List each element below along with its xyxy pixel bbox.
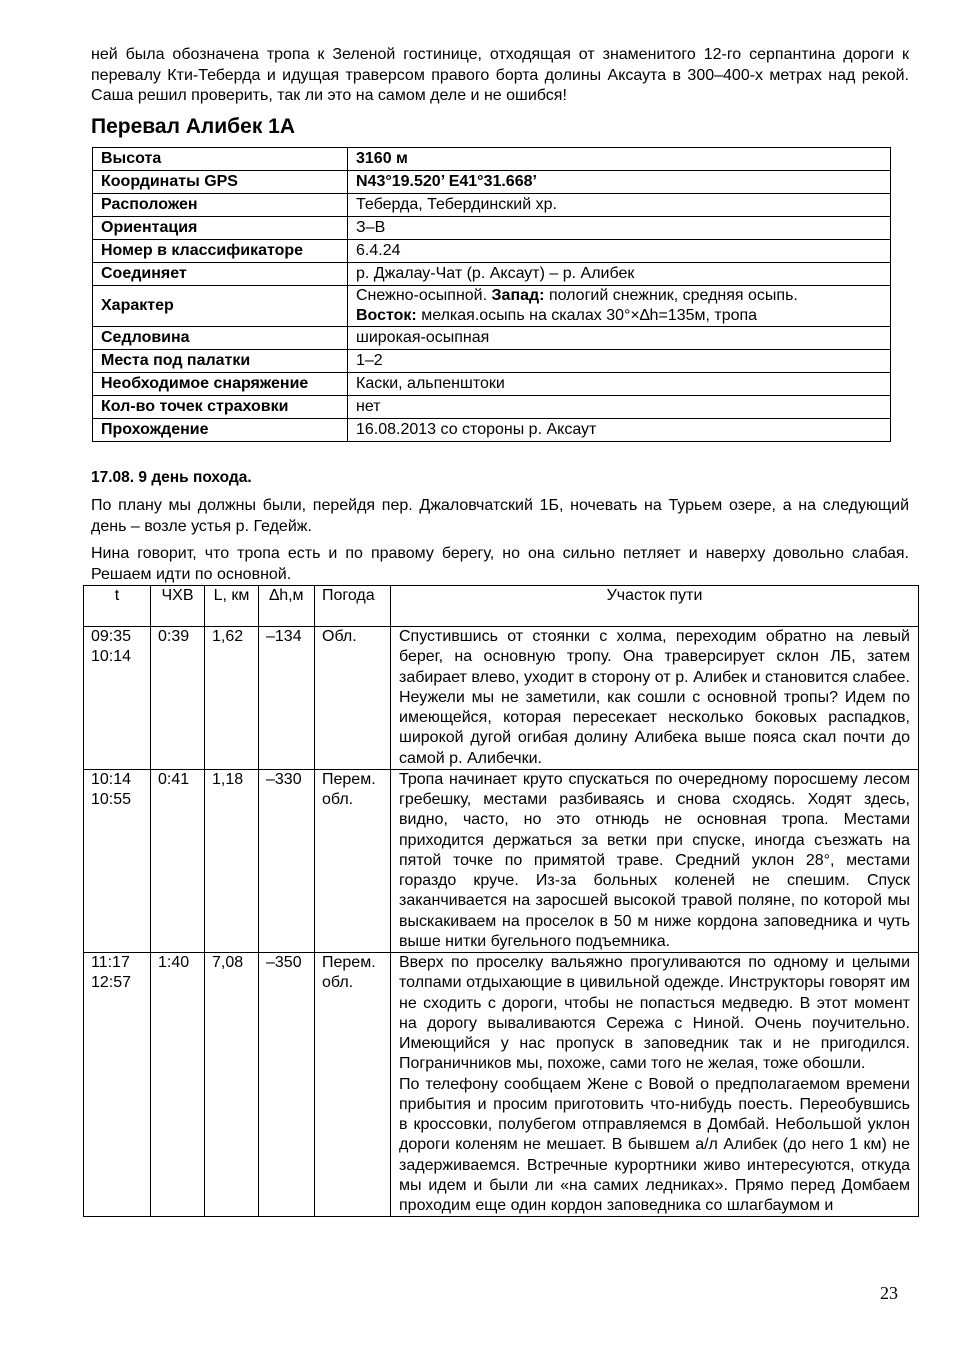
log-chv: 0:41 — [151, 769, 205, 952]
info-value: Теберда, Тебердинский хр. — [348, 194, 891, 217]
info-row-character — [93, 286, 891, 327]
log-distance: 1,62 — [205, 627, 259, 770]
info-value: нет — [348, 396, 891, 419]
info-label: Характер — [93, 286, 348, 327]
intro-paragraph: ней была обозначена тропа к Зеленой гостинице, отходящая от знаменитого 12-го серпантина дороги к перевалу Кти-Теберда и идущая траверсом правого борта долины Аксаута в 300–400-х метрах над рекой. Саша решил проверить, так ли это на самом деле и не ошибся! — [91, 46, 909, 104]
log-chv: 0:39 — [151, 627, 205, 770]
time-start: 10:14 — [91, 770, 132, 788]
info-value: N43°19.520’ E41°31.668’ — [348, 171, 891, 194]
info-label: Ориентация — [93, 217, 348, 240]
character-west-text: пологий снежник, средняя осыпь. — [548, 287, 798, 304]
log-elevation: –350 — [259, 953, 315, 1217]
page-number: 23 — [880, 1283, 898, 1303]
header-elevation: ∆h,м — [259, 586, 315, 627]
info-label: Высота — [93, 148, 348, 171]
log-row — [84, 769, 919, 952]
time-start: 09:35 — [91, 628, 132, 645]
character-line-2 — [356, 306, 882, 326]
info-row-passage — [93, 419, 891, 442]
log-chv: 1:40 — [151, 953, 205, 1217]
log-header-row — [84, 586, 919, 627]
info-label: Прохождение — [93, 419, 348, 442]
info-row-saddle — [93, 327, 891, 350]
info-value: 3160 м — [348, 148, 891, 171]
character-text: Снежно-осыпной. — [356, 287, 488, 304]
info-label: Места под палатки — [93, 350, 348, 373]
log-description-part2: По телефону сообщаем Жене с Вовой о предполагаемом времени прибытия и просим приготовить что-нибудь поесть. Переобувшись в кроссовки, полубегом отправляемся в Домбай. Небольшой уклон дороги коленям не мешает. В бывшем а/л Алибек (до него 1 км) не задерживаемся. Встречные курортники живо интересуются, откуда мы идем и были ли «на самих ледниках». Прямо перед Домбаем проходим еще один кордон заповедника со шлагбаумом и — [399, 1075, 910, 1214]
pass-info-table — [92, 147, 891, 442]
route-log-table — [83, 585, 919, 1217]
info-value-character — [348, 286, 891, 327]
character-east-label: Восток: — [356, 307, 417, 324]
character-east-text: мелкая.осыпь на скалах 30°×∆h=135м, тропа — [421, 307, 758, 324]
log-description-part1: Вверх по проселку вальяжно прогуливаются по одному и целыми толпами отдыхающие в цивильной одежде. Инструкторы говорят им не сходить с дороги, чтобы не попасться медведю. В этот момент на дорогу вываливаются Сережа с Ниной. Очень поучительно. Имеющийся у нас пропуск в заповедник так и не пригодился. Пограничников мы, похоже, сами того не желая, тоже обошли. — [399, 954, 910, 1073]
info-row-classifier — [93, 240, 891, 263]
log-description — [391, 953, 919, 1217]
info-value: р. Джалау-Чат (р. Аксаут) – р. Алибек — [348, 263, 891, 286]
info-row-belay-points — [93, 396, 891, 419]
info-value: З–В — [348, 217, 891, 240]
log-weather: Перем. обл. — [315, 953, 391, 1217]
info-label: Номер в классификаторе — [93, 240, 348, 263]
time-start: 11:17 — [91, 954, 130, 971]
log-description: Спустившись от стоянки с холма, переходим обратно на левый берег, на основную тропу. Она траверсирует склон ЛБ, затем забирает влево, уходит в сторону от р. Алибек и становится слабее. Неужели мы не заметили, как сошли с основной тропы? Идем по имеющейся, которая пересекает несколько боковых распадков, широкой дугой огибая долину Алибека выше пояса скал почти до самой р. Алибечки. — [391, 627, 919, 770]
plan-paragraph: По плану мы должны были, перейдя пер. Джаловчатский 1Б, ночевать на Турьем озере, а на следующий день – возле устья р. Гедейж. — [91, 497, 909, 535]
log-row — [84, 953, 919, 1217]
log-distance: 1,18 — [205, 769, 259, 952]
info-value: Каски, альпенштоки — [348, 373, 891, 396]
route-paragraph: Нина говорит, что тропа есть и по правому берегу, но она сильно петляет и наверху довольно слабая. Решаем идти по основной. — [91, 545, 909, 583]
pass-title: Перевал Алибек 1А — [91, 115, 296, 138]
info-label: Расположен — [93, 194, 348, 217]
day-heading: 17.08. 9 день похода. — [91, 469, 252, 486]
info-label: Необходимое снаряжение — [93, 373, 348, 396]
info-row-orientation — [93, 217, 891, 240]
header-chv: ЧХВ — [151, 586, 205, 627]
log-time — [84, 953, 151, 1217]
log-time — [84, 627, 151, 770]
info-label: Координаты GPS — [93, 171, 348, 194]
character-west-label: Запад: — [491, 287, 545, 304]
character-line-1 — [356, 286, 882, 306]
header-time: t — [84, 586, 151, 627]
log-elevation: –330 — [259, 769, 315, 952]
info-row-equipment — [93, 373, 891, 396]
info-value: 16.08.2013 со стороны р. Аксаут — [348, 419, 891, 442]
time-end: 10:14 — [91, 648, 132, 666]
info-row-gps — [93, 171, 891, 194]
info-value: широкая-осыпная — [348, 327, 891, 350]
info-value: 1–2 — [348, 350, 891, 373]
info-row-height — [93, 148, 891, 171]
info-label: Кол-во точек страховки — [93, 396, 348, 419]
log-elevation: –134 — [259, 627, 315, 770]
info-label: Соединяет — [93, 263, 348, 286]
log-row — [84, 627, 919, 770]
log-description: Тропа начинает круто спускаться по очередному поросшему лесом гребешку, местами разбиваясь и снова сходясь. Ходят здесь, видно, часто, но это отнюдь не основная тропа. Местами приходится держаться за ветки при спуске, иногда съезжать на пятой точке по примятой траве. Средний уклон 28°, местами гораздо круче. Из-за больных коленей не спешим. Спуск заканчивается на заросшей высокой травой поляне, по которой мы выскакиваем на проселок в 50 м ниже кордона заповедника и чуть выше нитки бугельного подъемника. — [391, 769, 919, 952]
log-distance: 7,08 — [205, 953, 259, 1217]
info-row-location — [93, 194, 891, 217]
log-weather: Обл. — [315, 627, 391, 770]
log-time — [84, 769, 151, 952]
info-row-connects — [93, 263, 891, 286]
header-distance: L, км — [205, 586, 259, 627]
time-end: 12:57 — [91, 974, 132, 992]
time-end: 10:55 — [91, 791, 132, 808]
log-weather: Перем. обл. — [315, 769, 391, 952]
info-label: Седловина — [93, 327, 348, 350]
header-weather: Погода — [315, 586, 391, 627]
header-section: Участок пути — [391, 586, 919, 627]
info-value: 6.4.24 — [348, 240, 891, 263]
info-row-tent-places — [93, 350, 891, 373]
